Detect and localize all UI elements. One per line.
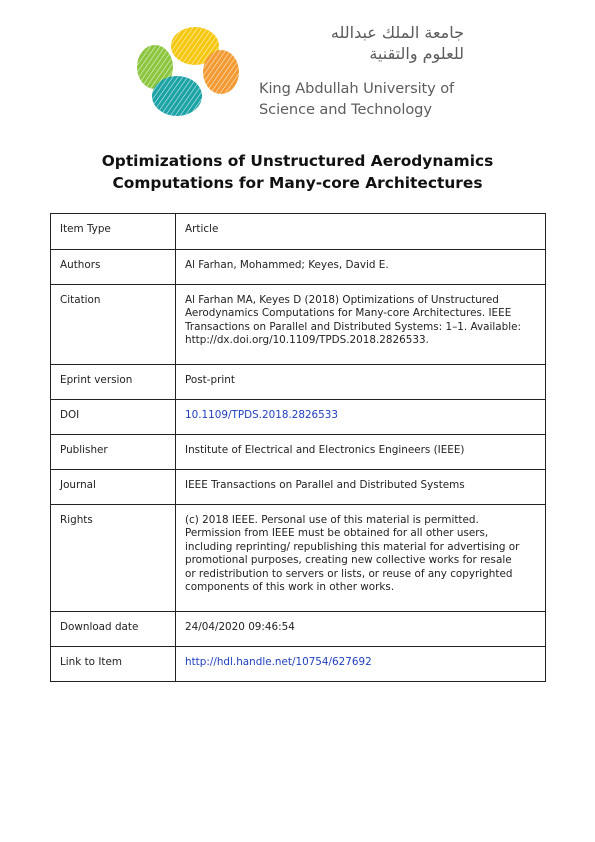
row-label: Journal: [51, 470, 176, 505]
title-line2: Computations for Many-core Architectures: [112, 174, 483, 192]
citation-line: Transactions on Parallel and Distributed Systems: 1–1. Available:: [185, 320, 522, 333]
row-rights: [51, 505, 546, 612]
row-value: [176, 647, 546, 682]
row-value: [176, 400, 546, 435]
row-label: Link to Item: [51, 647, 176, 682]
row-link-to-item: [51, 647, 546, 682]
logo-petal-orange: [203, 50, 239, 94]
university-name-arabic: [254, 22, 464, 64]
row-label: Download date: [51, 612, 176, 647]
rights-line: Permission from IEEE must be obtained for all other users,: [185, 527, 489, 540]
row-label: Rights: [51, 505, 176, 612]
title-line1: Optimizations of Unstructured Aerodynamics: [101, 152, 494, 170]
row-value: IEEE Transactions on Parallel and Distributed Systems: [176, 470, 546, 505]
row-value: [176, 505, 546, 612]
rights-line: (c) 2018 IEEE. Personal use of this material is permitted.: [185, 514, 479, 526]
rights-line: promotional purposes, creating new collective works for resale: [185, 554, 512, 567]
row-label: DOI: [51, 400, 176, 435]
arabic-name-line1: جامعة الملك عبدالله: [330, 23, 464, 42]
row-label: Eprint version: [51, 365, 176, 400]
row-value: Article: [176, 214, 546, 250]
row-publisher: [51, 435, 546, 470]
row-label: Publisher: [51, 435, 176, 470]
row-value: Post-print: [176, 365, 546, 400]
row-label: Authors: [51, 250, 176, 285]
document-title: [40, 150, 555, 194]
row-journal: [51, 470, 546, 505]
kaust-logo: [133, 22, 241, 118]
rights-line: or redistribution to servers or lists, or reuse of any copyrighted: [185, 567, 513, 580]
english-name-line2: Science and Technology: [259, 101, 432, 118]
handle-link[interactable]: http://hdl.handle.net/10754/627692: [185, 656, 372, 668]
english-name-line1: King Abdullah University of: [259, 80, 455, 97]
row-item-type: [51, 214, 546, 250]
logo-petal-teal: [152, 76, 202, 116]
metadata-table: [50, 213, 546, 682]
citation-line: Al Farhan MA, Keyes D (2018) Optimizations of Unstructured: [185, 294, 499, 306]
row-eprint-version: [51, 365, 546, 400]
row-authors: [51, 250, 546, 285]
citation-line: Aerodynamics Computations for Many-core Architectures. IEEE: [185, 307, 512, 320]
row-download-date: [51, 612, 546, 647]
row-label: Item Type: [51, 214, 176, 250]
row-label: Citation: [51, 285, 176, 365]
row-doi: [51, 400, 546, 435]
row-value: Institute of Electrical and Electronics Engineers (IEEE): [176, 435, 546, 470]
citation-line: http://dx.doi.org/10.1109/TPDS.2018.2826533.: [185, 334, 429, 347]
doi-link[interactable]: 10.1109/TPDS.2018.2826533: [185, 409, 339, 421]
row-citation: [51, 285, 546, 365]
page-header: [0, 0, 595, 130]
row-value: 24/04/2020 09:46:54: [176, 612, 546, 647]
arabic-name-line2: للعلوم والتقنية: [369, 44, 464, 63]
row-value: [176, 285, 546, 365]
university-name-english: [259, 78, 454, 120]
row-value: Al Farhan, Mohammed; Keyes, David E.: [176, 250, 546, 285]
rights-line: components of this work in other works.: [185, 581, 395, 594]
rights-line: including reprinting/ republishing this material for advertising or: [185, 540, 520, 553]
